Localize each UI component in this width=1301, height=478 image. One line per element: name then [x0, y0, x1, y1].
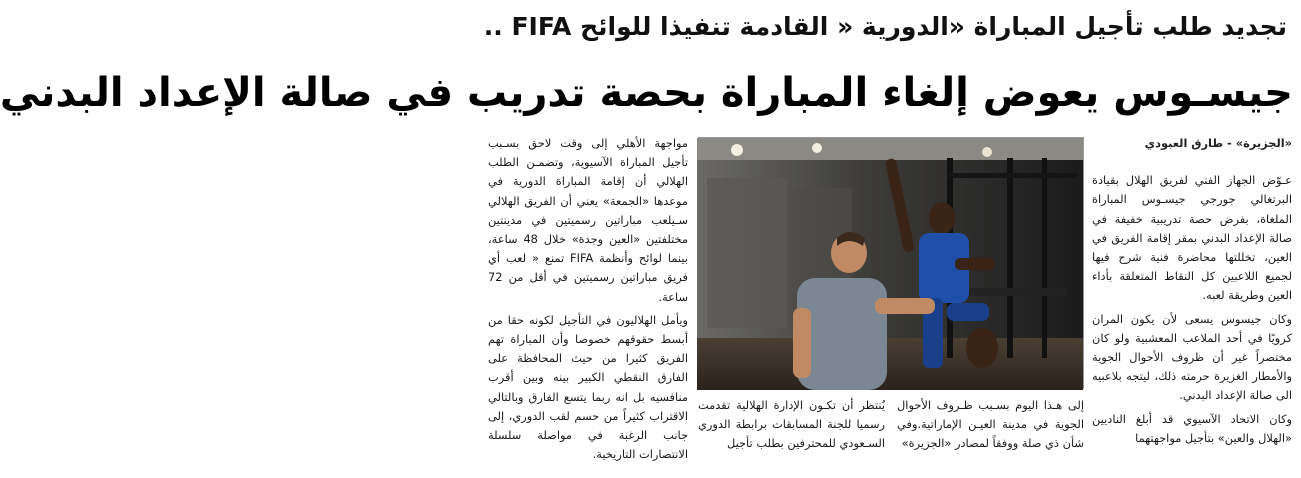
headline-subtitle: تجديد طلب تأجيل المباراة «الدورية « القادمة تنفيذا للوائح FIFA .. — [483, 12, 1287, 41]
gym-training-photo — [697, 138, 1083, 390]
byline: «الجزيرة» - طارق العبودي — [1144, 136, 1292, 150]
paragraph: مواجهة الأهلي إلى وقت لاحق بسـبب تأجيل المباراة الآسيوية، وتضمـن الطلب الهلالي أن إقامة المباراة الدورية في موعدها «الجمعة» يعني أن الفريق الهلالي سـيلعب مباراتين رسميتين في مدينتين مختلفتين «العين وجدة» خلال 48 ساعة، بينما لوائح وأنظمة FIFA تمنع « لعب أي فريق مباراتين رسميتين في أقل من 72 ساعة. — [488, 136, 689, 304]
paragraph: ويأمل الهلاليون في التأجيل لكونه حقا من أبسط حقوقهم خصوصا وأن المباراة تهم الفريق كثيرا من حيث المحافظة على الفارق النقطي الكبير بينه وبين أقرب منافسيه بل انه ربما يتسع الفارق وبالتالي الاقتراب كثيراً من حسم لقب الدوري، إلى جانب الرغبة في مواصلة سلسلة الانتصارات التاريخية. — [488, 312, 688, 462]
paragraph: وكان الاتحاد الآسيوي قد أبلغ الناديين «الهلال والعين» بتأجيل مواجهتهما — [1092, 411, 1292, 445]
article-column-left — [488, 134, 688, 474]
article-photo — [698, 137, 1084, 389]
article-column-right — [1092, 134, 1292, 474]
text-block-left: يُنتظر أن تكـون الإدارة الهلالية تقدمت رسميا للجنة المسابقات برابطة الدوري السـعودي للمحترفين بطلب تأجيل — [698, 398, 885, 451]
text-block-right: إلى هـذا اليوم بسـبب ظـروف الأحوال الجوية في مدينة العيـن الإماراتية.وفي شأن ذي صلة ووفقاً لمصادر «الجزيرة» — [897, 398, 1084, 451]
photo-adjacent-text — [698, 396, 1084, 476]
headline-title: جيسـوس يعوض إلغاء المباراة بحصة تدريب في صالة الإعداد البدني — [0, 70, 1293, 116]
paragraph: وكان جيسوس يسعى لأن يكون المران كرويًا في أحد الملاعب المعشبية ولو كان مختصراً غير أن ظروف الأحوال الجوية والأمطار الغزيرة حرمته ذلك، ليتجه بلاعبيه الى صالة الإعداد البدني. — [1092, 311, 1292, 403]
paragraph: عـوّض الجهاز الفني لفريق الهلال بقيادة البرتغالي جورجي جيسـوس المباراة الملغاة، بفرض حصة تدريبية خفيفة في صالة الإعداد البدني بمقر إقامة الفريق في العين، تخللتها محاضرة فنية شرح فيها لجميع اللاعبين كل النقاط المتعلقة بأداء العين وطريقة لعبه. — [1092, 173, 1292, 303]
